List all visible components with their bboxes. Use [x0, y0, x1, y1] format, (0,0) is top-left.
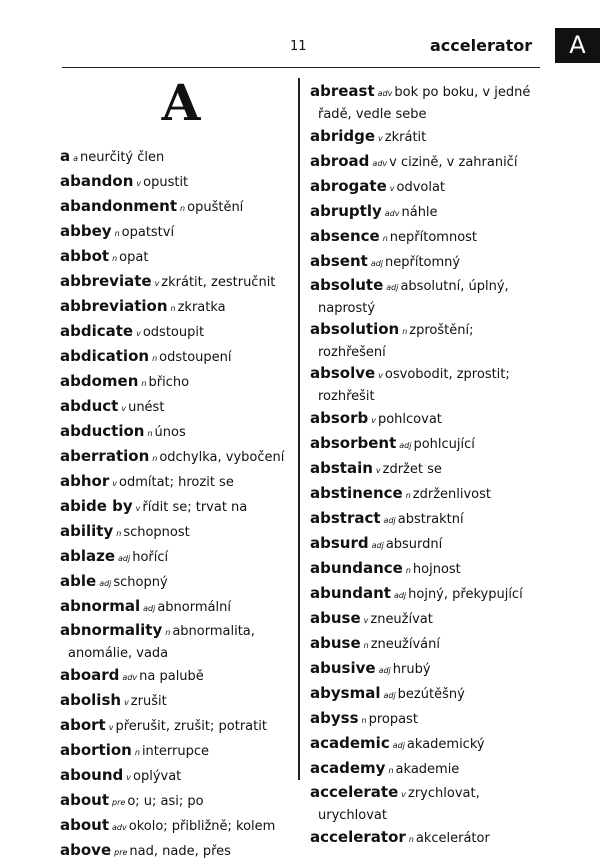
- part-of-speech: n: [134, 748, 140, 757]
- dictionary-entry: [60, 295, 298, 320]
- dictionary-entry: [310, 150, 548, 175]
- column-divider: [298, 78, 300, 780]
- definition: hojnost: [412, 562, 461, 577]
- headword: abstract: [310, 509, 381, 527]
- part-of-speech: v: [135, 504, 141, 513]
- dictionary-entry: [60, 764, 298, 789]
- definition: opuštění: [187, 200, 244, 215]
- definition: zkrátit: [384, 130, 427, 145]
- letter-tab: A: [555, 28, 600, 63]
- headword: accelerator: [310, 828, 406, 846]
- dictionary-entry: [310, 582, 548, 607]
- part-of-speech: adj: [118, 554, 131, 563]
- part-of-speech: adj: [392, 741, 405, 750]
- guide-word: accelerator: [430, 36, 533, 55]
- definition: akademický: [406, 737, 485, 752]
- dictionary-entry: [310, 632, 548, 657]
- dictionary-entry: [60, 595, 298, 620]
- dictionary-entry: [310, 607, 548, 632]
- definition: opustit: [143, 175, 189, 190]
- headword: absurd: [310, 534, 369, 552]
- definition: absolutní, úplný,: [400, 279, 509, 294]
- dictionary-entry: [310, 532, 548, 557]
- headword: abhor: [60, 472, 110, 490]
- dictionary-entry: [310, 507, 548, 532]
- definition: hrubý: [392, 662, 431, 677]
- definition: zdržet se: [382, 462, 442, 477]
- part-of-speech: n: [170, 304, 176, 313]
- definition: interrupce: [141, 744, 209, 759]
- part-of-speech: v: [136, 329, 141, 338]
- part-of-speech: adj: [370, 259, 384, 268]
- part-of-speech: n: [408, 835, 414, 844]
- part-of-speech: v: [375, 466, 381, 475]
- dictionary-entry: [60, 370, 298, 395]
- headword: abruptly: [310, 202, 382, 220]
- headword: abuse: [310, 609, 361, 627]
- part-of-speech: adj: [399, 441, 412, 450]
- part-of-speech: n: [388, 766, 394, 775]
- headword: absolve: [310, 364, 376, 382]
- definition: pohlcovat: [377, 412, 442, 427]
- headword: abuse: [310, 634, 361, 652]
- dictionary-entry: [60, 145, 298, 170]
- headword: abroad: [310, 152, 370, 170]
- dictionary-entry: [310, 250, 548, 275]
- definition: zkratka: [177, 300, 226, 315]
- headword: abduction: [60, 422, 145, 440]
- headword: abdicate: [60, 322, 134, 340]
- dictionary-entry: [60, 495, 298, 520]
- part-of-speech: adj: [393, 591, 407, 600]
- definition: bok po boku, v jedné: [394, 85, 531, 100]
- part-of-speech: v: [378, 134, 383, 143]
- part-of-speech: n: [405, 491, 411, 500]
- dictionary-entry: [310, 826, 548, 851]
- definition: okolo; přibližně; kolem: [128, 819, 276, 834]
- dictionary-entry: [60, 620, 298, 664]
- definition-continuation: naprostý: [318, 301, 376, 316]
- part-of-speech: n: [147, 429, 153, 438]
- headword: absent: [310, 252, 368, 270]
- dictionary-entry: [60, 245, 298, 270]
- dictionary-entry: [310, 707, 548, 732]
- dictionary-entry: [60, 170, 298, 195]
- headword: abort: [60, 716, 106, 734]
- headword: abundance: [310, 559, 403, 577]
- dictionary-entry: [60, 789, 298, 814]
- definition: břicho: [148, 375, 190, 390]
- headword: abbey: [60, 222, 112, 240]
- dictionary-entry: [310, 407, 548, 432]
- section-letter: A: [161, 73, 201, 132]
- part-of-speech: adv: [377, 89, 393, 98]
- definition: na palubě: [139, 669, 204, 684]
- part-of-speech: adv: [112, 823, 127, 832]
- definition: odmítat; hrozit se: [118, 475, 234, 490]
- definition: akcelerátor: [415, 831, 490, 846]
- part-of-speech: v: [124, 698, 129, 707]
- headword: abduct: [60, 397, 119, 415]
- definition: nepřítomný: [385, 255, 461, 270]
- part-of-speech: v: [136, 179, 142, 188]
- headword: abdomen: [60, 372, 139, 390]
- definition-continuation: anomálie, vada: [68, 646, 169, 661]
- dictionary-entry: [310, 557, 548, 582]
- headword: academic: [310, 734, 390, 752]
- headword: abnormal: [60, 597, 141, 615]
- definition: zproštění;: [409, 323, 474, 338]
- definition: absurdní: [385, 537, 443, 552]
- part-of-speech: adj: [371, 541, 384, 550]
- definition: zdrženlivost: [412, 487, 492, 502]
- headword: abysmal: [310, 684, 381, 702]
- headword: about: [60, 791, 110, 809]
- headword: abortion: [60, 741, 132, 759]
- part-of-speech: adj: [383, 691, 396, 700]
- definition: bezútěšný: [397, 687, 465, 702]
- definition: odvolat: [396, 180, 446, 195]
- dictionary-entry: [60, 195, 298, 220]
- part-of-speech: n: [405, 566, 411, 575]
- part-of-speech: n: [180, 204, 186, 213]
- headword: abbreviation: [60, 297, 168, 315]
- dictionary-entry: [310, 682, 548, 707]
- dictionary-entry: [310, 457, 548, 482]
- dictionary-entry: [60, 714, 298, 739]
- dictionary-entry: [310, 275, 548, 319]
- headword: abundant: [310, 584, 391, 602]
- dictionary-entry: [310, 432, 548, 457]
- dictionary-entry: [60, 320, 298, 345]
- dictionary-entry: [60, 739, 298, 764]
- definition: osvobodit, zprostit;: [384, 367, 510, 382]
- part-of-speech: adj: [383, 516, 396, 525]
- definition: abstraktní: [397, 512, 464, 527]
- dictionary-entry: [60, 814, 298, 839]
- headword: academy: [310, 759, 386, 777]
- left-column: [60, 145, 298, 864]
- part-of-speech: n: [152, 454, 158, 463]
- headword: abbot: [60, 247, 110, 265]
- definition: v cizině, v zahraničí: [389, 155, 518, 170]
- headword: accelerate: [310, 783, 399, 801]
- part-of-speech: n: [114, 229, 120, 238]
- definition: zneužívání: [370, 637, 440, 652]
- dictionary-entry: [310, 782, 548, 826]
- definition: opat: [119, 250, 149, 265]
- part-of-speech: adv: [372, 159, 388, 168]
- headword: about: [60, 816, 110, 834]
- part-of-speech: v: [378, 371, 383, 380]
- definition: únos: [154, 425, 186, 440]
- definition: abnormalita,: [172, 624, 255, 639]
- dictionary-entry: [310, 363, 548, 407]
- part-of-speech: n: [116, 529, 122, 538]
- headword: abusive: [310, 659, 376, 677]
- definition: zrušit: [130, 694, 167, 709]
- part-of-speech: n: [402, 327, 408, 336]
- headword: ablaze: [60, 547, 116, 565]
- part-of-speech: adj: [99, 579, 112, 588]
- dictionary-entry: [60, 270, 298, 295]
- definition: zneužívat: [370, 612, 433, 627]
- definition: pohlcující: [413, 437, 475, 452]
- dictionary-entry: [60, 839, 298, 864]
- definition: odchylka, vybočení: [159, 450, 285, 465]
- part-of-speech: n: [152, 354, 158, 363]
- headword: aboard: [60, 666, 120, 684]
- headword: absence: [310, 227, 380, 245]
- headword: abyss: [310, 709, 359, 727]
- definition: opatství: [121, 225, 175, 240]
- definition: abnormální: [157, 600, 231, 615]
- definition: odstoupit: [142, 325, 205, 340]
- headword: able: [60, 572, 97, 590]
- part-of-speech: n: [112, 254, 118, 263]
- dictionary-entry: [310, 657, 548, 682]
- part-of-speech: n: [361, 716, 367, 725]
- headword: abstinence: [310, 484, 403, 502]
- part-of-speech: v: [121, 404, 127, 413]
- part-of-speech: adj: [378, 666, 391, 675]
- dictionary-entry: [60, 545, 298, 570]
- dictionary-entry: [310, 125, 548, 150]
- headword: abstain: [310, 459, 373, 477]
- dictionary-entry: [60, 420, 298, 445]
- headword: abbreviate: [60, 272, 152, 290]
- headword: abdication: [60, 347, 150, 365]
- headword: a: [60, 147, 71, 165]
- headword: ability: [60, 522, 114, 540]
- definition: propast: [368, 712, 418, 727]
- definition-continuation: rozhřešení: [318, 345, 386, 360]
- headword: abreast: [310, 82, 375, 100]
- part-of-speech: v: [371, 416, 376, 425]
- definition: schopný: [113, 575, 168, 590]
- dictionary-entry: [60, 445, 298, 470]
- dictionary-entry: [60, 664, 298, 689]
- headword: abide by: [60, 497, 133, 515]
- headword: abound: [60, 766, 124, 784]
- part-of-speech: v: [401, 790, 406, 799]
- dictionary-entry: [310, 732, 548, 757]
- headword: absolute: [310, 276, 384, 294]
- headword: absorbent: [310, 434, 397, 452]
- dictionary-entry: [310, 757, 548, 782]
- definition: nepřítomnost: [389, 230, 478, 245]
- dictionary-entry: [310, 319, 548, 363]
- definition: hojný, překypující: [408, 587, 523, 602]
- dictionary-entry: [310, 482, 548, 507]
- definition: o; u; asi; po: [127, 794, 204, 809]
- dictionary-entry: [60, 345, 298, 370]
- part-of-speech: adv: [384, 209, 400, 218]
- headword: absolution: [310, 320, 400, 338]
- header-rule: [62, 67, 540, 68]
- part-of-speech: n: [363, 641, 369, 650]
- dictionary-entry: [60, 689, 298, 714]
- definition: schopnost: [123, 525, 190, 540]
- definition-continuation: urychlovat: [318, 808, 387, 823]
- definition: odstoupení: [159, 350, 232, 365]
- definition-continuation: rozhřešit: [318, 389, 375, 404]
- part-of-speech: n: [141, 379, 147, 388]
- part-of-speech: v: [154, 279, 160, 288]
- headword: abolish: [60, 691, 122, 709]
- part-of-speech: v: [389, 184, 395, 193]
- part-of-speech: v: [108, 723, 114, 732]
- part-of-speech: a: [73, 154, 79, 163]
- definition: neurčitý člen: [80, 150, 165, 165]
- part-of-speech: v: [363, 616, 369, 625]
- dictionary-entry: [310, 225, 548, 250]
- definition: nad, nade, přes: [129, 844, 231, 859]
- definition: řídit se; trvat na: [142, 500, 248, 515]
- definition: přerušit, zrušit; potratit: [115, 719, 267, 734]
- definition: náhle: [401, 205, 438, 220]
- headword: abnormality: [60, 621, 163, 639]
- part-of-speech: adv: [122, 673, 138, 682]
- headword: abandon: [60, 172, 134, 190]
- headword: absorb: [310, 409, 369, 427]
- definition: akademie: [395, 762, 460, 777]
- headword: aberration: [60, 447, 150, 465]
- dictionary-entry: [60, 470, 298, 495]
- dictionary-entry: [60, 570, 298, 595]
- part-of-speech: v: [126, 773, 131, 782]
- definition: zkrátit, zestručnit: [161, 275, 276, 290]
- dictionary-entry: [60, 520, 298, 545]
- right-column: [310, 81, 548, 851]
- part-of-speech: pre: [112, 798, 126, 807]
- definition-continuation: řadě, vedle sebe: [318, 107, 427, 122]
- dictionary-entry: [60, 220, 298, 245]
- headword: above: [60, 841, 112, 859]
- part-of-speech: adj: [143, 604, 156, 613]
- headword: abrogate: [310, 177, 387, 195]
- dictionary-entry: [310, 81, 548, 125]
- definition: oplývat: [133, 769, 182, 784]
- part-of-speech: n: [165, 628, 171, 637]
- part-of-speech: n: [382, 234, 388, 243]
- definition: zrychlovat,: [408, 786, 480, 801]
- dictionary-entry: [310, 200, 548, 225]
- definition: unést: [128, 400, 165, 415]
- headword: abridge: [310, 127, 376, 145]
- part-of-speech: v: [112, 479, 117, 488]
- part-of-speech: adj: [386, 283, 399, 292]
- dictionary-entry: [310, 175, 548, 200]
- definition: hořící: [132, 550, 169, 565]
- part-of-speech: pre: [114, 848, 128, 857]
- headword: abandonment: [60, 197, 178, 215]
- page-number: 11: [290, 39, 307, 54]
- dictionary-entry: [60, 395, 298, 420]
